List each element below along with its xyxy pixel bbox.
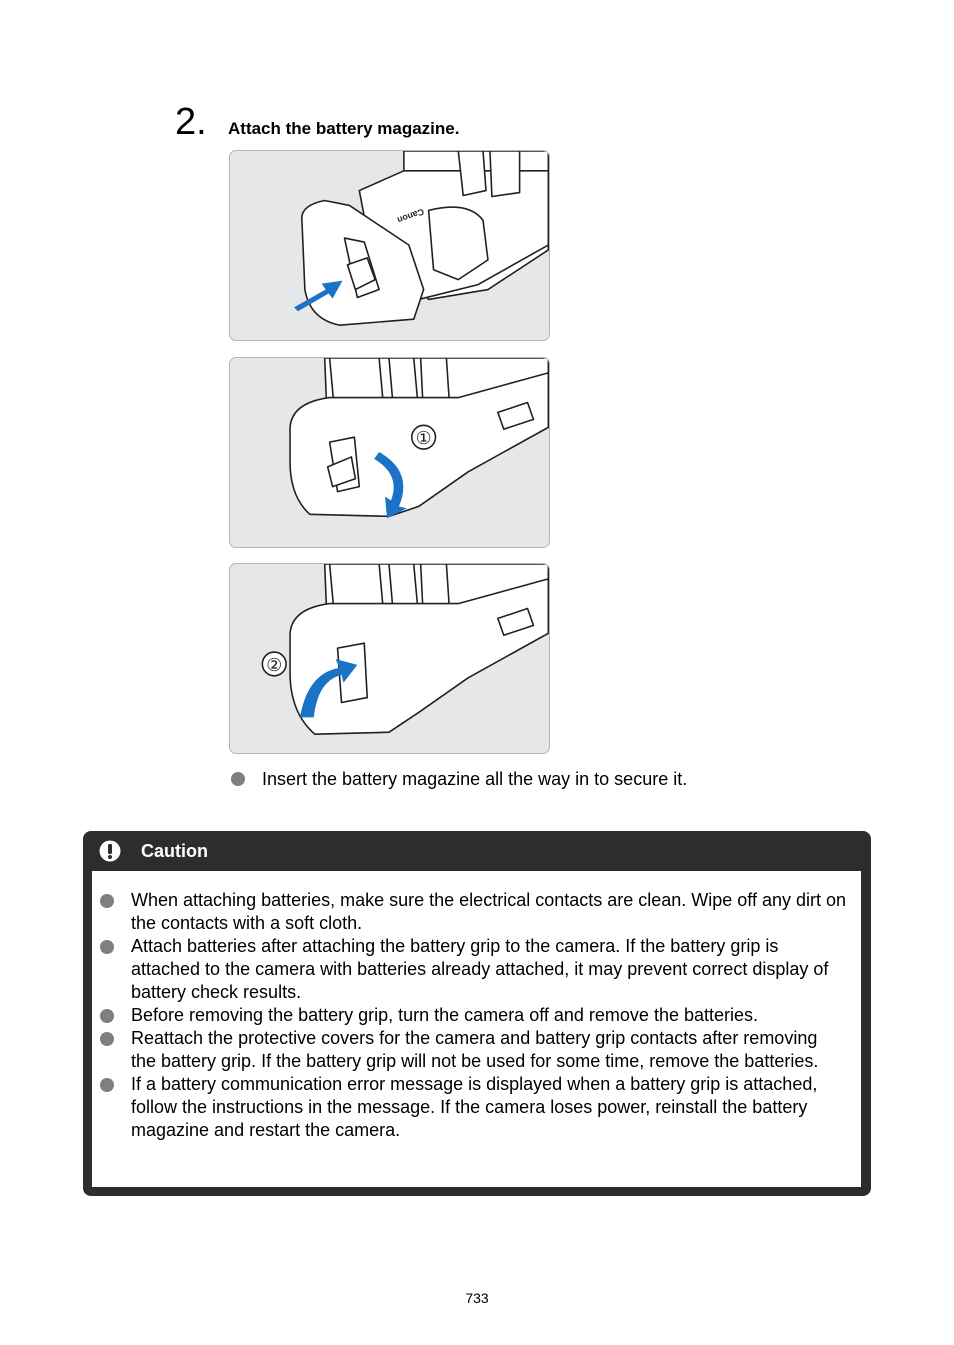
page-number: 733	[465, 1290, 489, 1306]
battery-grip-illustration-1	[230, 151, 549, 340]
step-title: Attach the battery magazine.	[228, 119, 460, 138]
caution-box	[83, 831, 871, 1196]
caution-item	[100, 1027, 847, 1073]
caution-item-text: Attach batteries after attaching the battery grip to the camera. If the battery grip is attached to the camera with batteries already attached, it may prevent correct display of battery check results.	[131, 936, 829, 1002]
caution-item	[100, 1004, 847, 1027]
callout-1: ①	[415, 428, 432, 450]
caution-item	[100, 935, 847, 1004]
brand-text: Canon	[395, 206, 426, 226]
caution-exclamation-icon	[99, 840, 121, 862]
caution-list	[100, 889, 847, 1142]
caution-item-text: When attaching batteries, make sure the electrical contacts are clean. Wipe off any dirt on the contacts with a soft cloth.	[131, 890, 847, 933]
bullet-icon	[100, 1009, 114, 1023]
bullet-icon	[231, 772, 245, 786]
caution-item-text: Before removing the battery grip, turn the camera off and remove the batteries.	[131, 1005, 759, 1025]
battery-grip-illustration-2	[230, 358, 549, 547]
battery-grip-illustration-3	[230, 564, 549, 753]
instruction-note	[231, 768, 687, 790]
bullet-icon	[100, 940, 114, 954]
figure-rotate-grip-down	[229, 357, 550, 548]
caution-item-text: If a battery communication error message is displayed when a battery grip is attached, follow the instructions in the message. If the camera loses power, reinstall the battery magazine and restart the camera.	[131, 1074, 818, 1140]
figure-close-grip-up	[229, 563, 550, 754]
callout-2: ②	[266, 654, 283, 676]
caution-header	[83, 831, 871, 871]
caution-title: Caution	[141, 840, 208, 861]
bullet-icon	[100, 1032, 114, 1046]
caution-body	[92, 871, 861, 1187]
figure-insert-battery-magazine	[229, 150, 550, 341]
note-text: Insert the battery magazine all the way in to secure it.	[262, 769, 688, 789]
caution-item	[100, 1073, 847, 1142]
bullet-icon	[100, 894, 114, 908]
step-number: 2.	[175, 101, 207, 143]
caution-item-text: Reattach the protective covers for the camera and battery grip contacts after removing the battery grip. If the battery grip will not be used for some time, remove the batteries.	[131, 1028, 819, 1071]
caution-item	[100, 889, 847, 935]
bullet-icon	[100, 1078, 114, 1092]
